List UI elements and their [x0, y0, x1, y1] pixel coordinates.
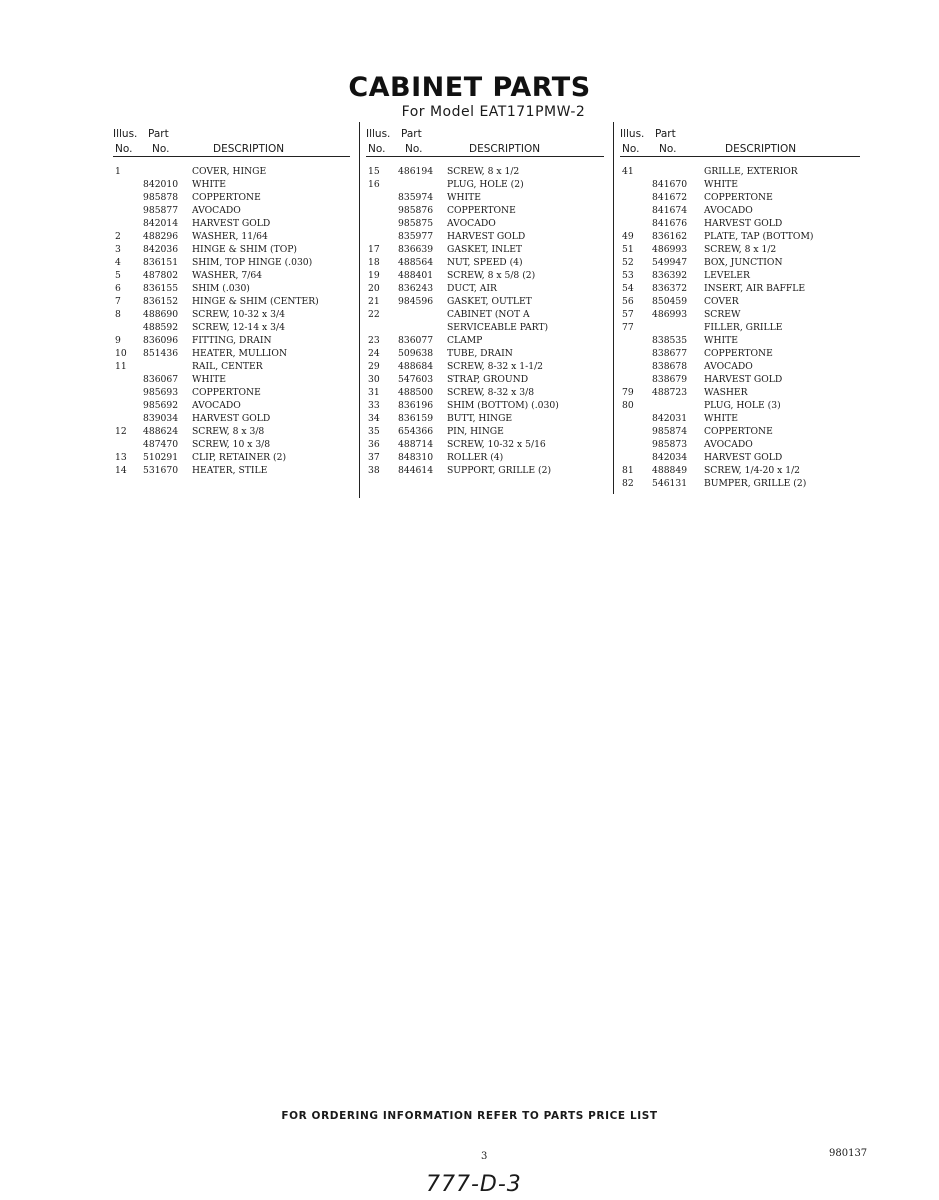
part-number: 851436	[143, 348, 179, 359]
parts-column-1	[113, 124, 350, 477]
part-number: 836155	[143, 283, 179, 294]
part-row	[113, 386, 350, 399]
part-number: 841676	[652, 218, 688, 229]
part-number: 835974	[398, 192, 434, 203]
part-description: BUTT, HINGE	[447, 413, 513, 424]
illus-number: 33	[368, 400, 380, 411]
part-row	[366, 230, 604, 243]
part-description: SHIM (.030)	[192, 283, 250, 294]
part-description: GRILLE, EXTERIOR	[704, 166, 798, 177]
part-description: COPPERTONE	[704, 192, 773, 203]
illus-number: 20	[368, 283, 380, 294]
part-row	[366, 321, 604, 334]
part-description: DUCT, AIR	[447, 283, 497, 294]
part-row	[366, 295, 604, 308]
part-description: HEATER, STILE	[192, 465, 268, 476]
illus-number: 79	[622, 387, 634, 398]
illus-number: 19	[368, 270, 380, 281]
part-description: SCREW, 10 x 3/8	[192, 439, 271, 450]
part-description: SCREW, 8 x 1/2	[447, 166, 520, 177]
part-row	[620, 295, 860, 308]
header-illus-label: Illus.	[113, 128, 138, 140]
part-number: 509638	[398, 348, 434, 359]
part-number: 842036	[143, 244, 179, 255]
part-row	[366, 347, 604, 360]
column-divider	[613, 122, 614, 494]
part-number: 841670	[652, 179, 688, 190]
header-description-label: DESCRIPTION	[469, 143, 541, 155]
part-row	[620, 412, 860, 425]
part-row	[620, 477, 860, 490]
part-description: AVOCADO	[447, 218, 496, 229]
part-row	[620, 386, 860, 399]
illus-number: 82	[622, 478, 634, 489]
illus-number: 51	[622, 244, 634, 255]
part-row	[366, 217, 604, 230]
illus-number: 3	[115, 244, 121, 255]
header-part-label: Part	[655, 128, 676, 140]
part-description: SCREW, 10-32 x 5/16	[447, 439, 546, 450]
illus-number: 36	[368, 439, 380, 450]
part-number: 984596	[398, 296, 434, 307]
part-row	[620, 399, 860, 412]
part-description: INSERT, AIR BAFFLE	[704, 283, 806, 294]
handwritten-note: 777-D-3	[426, 1172, 522, 1197]
part-number: 488690	[143, 309, 179, 320]
part-number: 842014	[143, 218, 179, 229]
part-number: 839034	[143, 413, 179, 424]
part-description: CABINET (NOT A	[447, 309, 530, 320]
part-description: HARVEST GOLD	[704, 374, 783, 385]
part-number: 985693	[143, 387, 179, 398]
header-illus-label: Illus.	[366, 128, 391, 140]
part-number: 488849	[652, 465, 688, 476]
part-row	[620, 373, 860, 386]
part-number: 985876	[398, 205, 434, 216]
part-description: COPPERTONE	[192, 192, 261, 203]
part-description: GASKET, OUTLET	[447, 296, 532, 307]
part-description: SCREW, 8 x 1/2	[704, 244, 777, 255]
part-row	[113, 321, 350, 334]
part-number: 546131	[652, 478, 688, 489]
header-part-no-label: No.	[152, 143, 170, 155]
header-illus-no-label: No.	[368, 143, 386, 155]
part-row	[366, 425, 604, 438]
part-number: 985875	[398, 218, 434, 229]
part-number: 985692	[143, 400, 179, 411]
illus-number: 7	[115, 296, 121, 307]
part-number: 842034	[652, 452, 688, 463]
part-description: SCREW, 8 x 5/8 (2)	[447, 270, 536, 281]
illus-number: 56	[622, 296, 634, 307]
part-row	[113, 464, 350, 477]
part-row	[620, 321, 860, 334]
part-row	[366, 373, 604, 386]
illus-number: 21	[368, 296, 380, 307]
parts-column-2	[366, 124, 604, 477]
part-number: 985877	[143, 205, 179, 216]
part-row	[620, 282, 860, 295]
part-description: AVOCADO	[704, 205, 753, 216]
part-number: 488296	[143, 231, 179, 242]
part-description: AVOCADO	[704, 439, 753, 450]
part-row	[113, 425, 350, 438]
illus-number: 2	[115, 231, 121, 242]
illus-number: 80	[622, 400, 634, 411]
page-title: CABINET PARTS	[348, 72, 591, 103]
illus-number: 4	[115, 257, 121, 268]
part-row	[113, 308, 350, 321]
part-description: HARVEST GOLD	[192, 413, 271, 424]
part-description: CLIP, RETAINER (2)	[192, 452, 287, 463]
part-row	[620, 334, 860, 347]
part-description: COVER, HINGE	[192, 166, 267, 177]
part-number: 836077	[398, 335, 434, 346]
header-part-label: Part	[401, 128, 422, 140]
part-row	[366, 386, 604, 399]
part-row	[113, 347, 350, 360]
part-row	[366, 399, 604, 412]
part-row	[620, 451, 860, 464]
part-description: HEATER, MULLION	[192, 348, 287, 359]
header-part-label: Part	[148, 128, 169, 140]
part-number: 488714	[398, 439, 434, 450]
part-description: AVOCADO	[704, 361, 753, 372]
part-description: ROLLER (4)	[447, 452, 504, 463]
part-number: 488723	[652, 387, 688, 398]
illus-number: 41	[622, 166, 634, 177]
part-number: 549947	[652, 257, 688, 268]
part-description: SCREW	[704, 309, 741, 320]
part-description: SCREW, 12-14 x 3/4	[192, 322, 285, 333]
part-number: 488592	[143, 322, 179, 333]
illus-number: 24	[368, 348, 380, 359]
part-row	[620, 217, 860, 230]
part-description: PIN, HINGE	[447, 426, 504, 437]
part-row	[620, 256, 860, 269]
illus-number: 13	[115, 452, 127, 463]
part-number: 836162	[652, 231, 688, 242]
illus-number: 30	[368, 374, 380, 385]
part-description: SHIM, TOP HINGE (.030)	[192, 257, 313, 268]
part-row	[113, 217, 350, 230]
part-description: TUBE, DRAIN	[447, 348, 513, 359]
part-description: STRAP, GROUND	[447, 374, 529, 385]
part-description: HARVEST GOLD	[192, 218, 271, 229]
column-header	[620, 124, 860, 157]
part-description: HARVEST GOLD	[704, 218, 783, 229]
part-row	[113, 334, 350, 347]
column-header	[113, 124, 350, 157]
part-row	[620, 308, 860, 321]
part-number: 836151	[143, 257, 179, 268]
part-row	[113, 243, 350, 256]
part-row	[113, 412, 350, 425]
part-row	[113, 438, 350, 451]
illus-number: 37	[368, 452, 380, 463]
illus-number: 35	[368, 426, 380, 437]
illus-number: 49	[622, 231, 634, 242]
illus-number: 23	[368, 335, 380, 346]
part-number: 836392	[652, 270, 688, 281]
illus-number: 77	[622, 322, 634, 333]
part-row	[113, 295, 350, 308]
part-row	[366, 256, 604, 269]
header-part-no-label: No.	[405, 143, 423, 155]
part-row	[113, 399, 350, 412]
part-row	[366, 412, 604, 425]
part-row	[366, 165, 604, 178]
illus-number: 54	[622, 283, 634, 294]
illus-number: 17	[368, 244, 380, 255]
part-number: 488564	[398, 257, 434, 268]
part-row	[620, 191, 860, 204]
header-part-no-label: No.	[659, 143, 677, 155]
part-description: BOX, JUNCTION	[704, 257, 783, 268]
part-description: FILLER, GRILLE	[704, 322, 783, 333]
part-row	[113, 256, 350, 269]
part-number: 486194	[398, 166, 434, 177]
part-number: 486993	[652, 309, 688, 320]
illus-number: 14	[115, 465, 127, 476]
part-description: LEVELER	[704, 270, 750, 281]
part-number: 836243	[398, 283, 434, 294]
illus-number: 10	[115, 348, 127, 359]
part-number: 985878	[143, 192, 179, 203]
illus-number: 31	[368, 387, 380, 398]
part-row	[113, 204, 350, 217]
part-description: NUT, SPEED (4)	[447, 257, 523, 268]
part-description: PLUG, HOLE (3)	[704, 400, 781, 411]
part-number: 488624	[143, 426, 179, 437]
part-row	[620, 425, 860, 438]
part-description: WHITE	[192, 374, 226, 385]
part-number: 486993	[652, 244, 688, 255]
part-description: HINGE & SHIM (CENTER)	[192, 296, 319, 307]
part-row	[620, 178, 860, 191]
part-row	[113, 269, 350, 282]
part-description: PLATE, TAP (BOTTOM)	[704, 231, 814, 242]
part-row	[366, 464, 604, 477]
part-description: SERVICEABLE PART)	[447, 322, 549, 333]
ordering-note: FOR ORDERING INFORMATION REFER TO PARTS PRICE LIST	[281, 1110, 658, 1122]
part-description: SCREW, 8-32 x 1-1/2	[447, 361, 544, 372]
illus-number: 1	[115, 166, 121, 177]
part-row	[620, 347, 860, 360]
part-description: HARVEST GOLD	[704, 452, 783, 463]
part-number: 836096	[143, 335, 179, 346]
header-illus-no-label: No.	[115, 143, 133, 155]
part-description: WHITE	[704, 335, 738, 346]
part-row	[366, 282, 604, 295]
part-description: COPPERTONE	[704, 426, 773, 437]
part-row	[366, 334, 604, 347]
part-row	[366, 451, 604, 464]
part-row	[113, 165, 350, 178]
part-number: 842010	[143, 179, 179, 190]
part-number: 547603	[398, 374, 434, 385]
illus-number: 57	[622, 309, 634, 320]
illus-number: 38	[368, 465, 380, 476]
illus-number: 53	[622, 270, 634, 281]
illus-number: 5	[115, 270, 121, 281]
part-description: SCREW, 8-32 x 3/8	[447, 387, 535, 398]
illus-number: 15	[368, 166, 380, 177]
header-illus-label: Illus.	[620, 128, 645, 140]
part-number: 842031	[652, 413, 688, 424]
part-number: 488401	[398, 270, 434, 281]
part-number: 487802	[143, 270, 179, 281]
part-description: WASHER, 11/64	[192, 231, 268, 242]
illus-number: 22	[368, 309, 380, 320]
part-row	[113, 178, 350, 191]
illus-number: 29	[368, 361, 380, 372]
part-description: WASHER	[704, 387, 748, 398]
part-number: 836159	[398, 413, 434, 424]
part-number: 836196	[398, 400, 434, 411]
illus-number: 9	[115, 335, 121, 346]
page-number: 3	[481, 1151, 488, 1162]
part-row	[620, 360, 860, 373]
part-row	[113, 373, 350, 386]
part-row	[620, 269, 860, 282]
part-row	[113, 191, 350, 204]
part-description: WHITE	[447, 192, 481, 203]
part-row	[366, 243, 604, 256]
part-row	[620, 243, 860, 256]
part-number: 848310	[398, 452, 434, 463]
part-description: COPPERTONE	[192, 387, 261, 398]
part-number: 488500	[398, 387, 434, 398]
part-description: BUMPER, GRILLE (2)	[704, 478, 807, 489]
part-description: SCREW, 8 x 3/8	[192, 426, 265, 437]
part-row	[620, 464, 860, 477]
part-description: SHIM (BOTTOM) (.030)	[447, 400, 559, 411]
part-description: COVER	[704, 296, 739, 307]
part-number: 841674	[652, 205, 688, 216]
part-row	[366, 360, 604, 373]
part-number: 844614	[398, 465, 434, 476]
illus-number: 12	[115, 426, 127, 437]
parts-column-3	[620, 124, 860, 490]
part-row	[366, 269, 604, 282]
part-row	[113, 451, 350, 464]
part-description: COPPERTONE	[704, 348, 773, 359]
header-illus-no-label: No.	[622, 143, 640, 155]
part-row	[366, 308, 604, 321]
part-description: AVOCADO	[192, 205, 241, 216]
part-description: CLAMP	[447, 335, 483, 346]
part-description: SCREW, 10-32 x 3/4	[192, 309, 285, 320]
part-number: 850459	[652, 296, 688, 307]
part-row	[620, 204, 860, 217]
part-number: 836639	[398, 244, 434, 255]
illus-number: 16	[368, 179, 380, 190]
part-number: 838678	[652, 361, 688, 372]
part-number: 654366	[398, 426, 434, 437]
part-description: SUPPORT, GRILLE (2)	[447, 465, 552, 476]
part-number: 836067	[143, 374, 179, 385]
part-description: RAIL, CENTER	[192, 361, 263, 372]
part-row	[366, 204, 604, 217]
part-row	[366, 191, 604, 204]
part-number: 838677	[652, 348, 688, 359]
part-description: WHITE	[704, 413, 738, 424]
part-number: 836152	[143, 296, 179, 307]
part-number: 488684	[398, 361, 434, 372]
part-description: SCREW, 1/4-20 x 1/2	[704, 465, 801, 476]
part-number: 836372	[652, 283, 688, 294]
part-number: 985873	[652, 439, 688, 450]
part-number: 985874	[652, 426, 688, 437]
illus-number: 81	[622, 465, 634, 476]
part-number: 487470	[143, 439, 179, 450]
illus-number: 18	[368, 257, 380, 268]
header-description-label: DESCRIPTION	[213, 143, 285, 155]
part-number: 835977	[398, 231, 434, 242]
part-row	[620, 438, 860, 451]
part-row	[113, 360, 350, 373]
part-description: WASHER, 7/64	[192, 270, 263, 281]
part-description: PLUG, HOLE (2)	[447, 179, 524, 190]
part-description: FITTING, DRAIN	[192, 335, 272, 346]
illus-number: 11	[115, 361, 127, 372]
part-number: 838679	[652, 374, 688, 385]
part-row	[620, 230, 860, 243]
illus-number: 6	[115, 283, 121, 294]
part-row	[620, 165, 860, 178]
model-subtitle: For Model EAT171PMW-2	[401, 104, 586, 120]
part-row	[113, 230, 350, 243]
part-description: HINGE & SHIM (TOP)	[192, 244, 298, 255]
header-description-label: DESCRIPTION	[725, 143, 797, 155]
part-number: 838535	[652, 335, 688, 346]
illus-number: 52	[622, 257, 634, 268]
part-description: COPPERTONE	[447, 205, 516, 216]
column-divider	[359, 122, 360, 498]
part-row	[366, 178, 604, 191]
illus-number: 34	[368, 413, 380, 424]
part-number: 531670	[143, 465, 179, 476]
document-number: 980137	[829, 1148, 868, 1159]
part-row	[113, 282, 350, 295]
part-description: WHITE	[704, 179, 738, 190]
part-number: 841672	[652, 192, 688, 203]
part-description: HARVEST GOLD	[447, 231, 526, 242]
part-number: 510291	[143, 452, 179, 463]
part-description: AVOCADO	[192, 400, 241, 411]
part-row	[366, 438, 604, 451]
part-description: WHITE	[192, 179, 226, 190]
column-header	[366, 124, 604, 157]
part-description: GASKET, INLET	[447, 244, 523, 255]
illus-number: 8	[115, 309, 121, 320]
